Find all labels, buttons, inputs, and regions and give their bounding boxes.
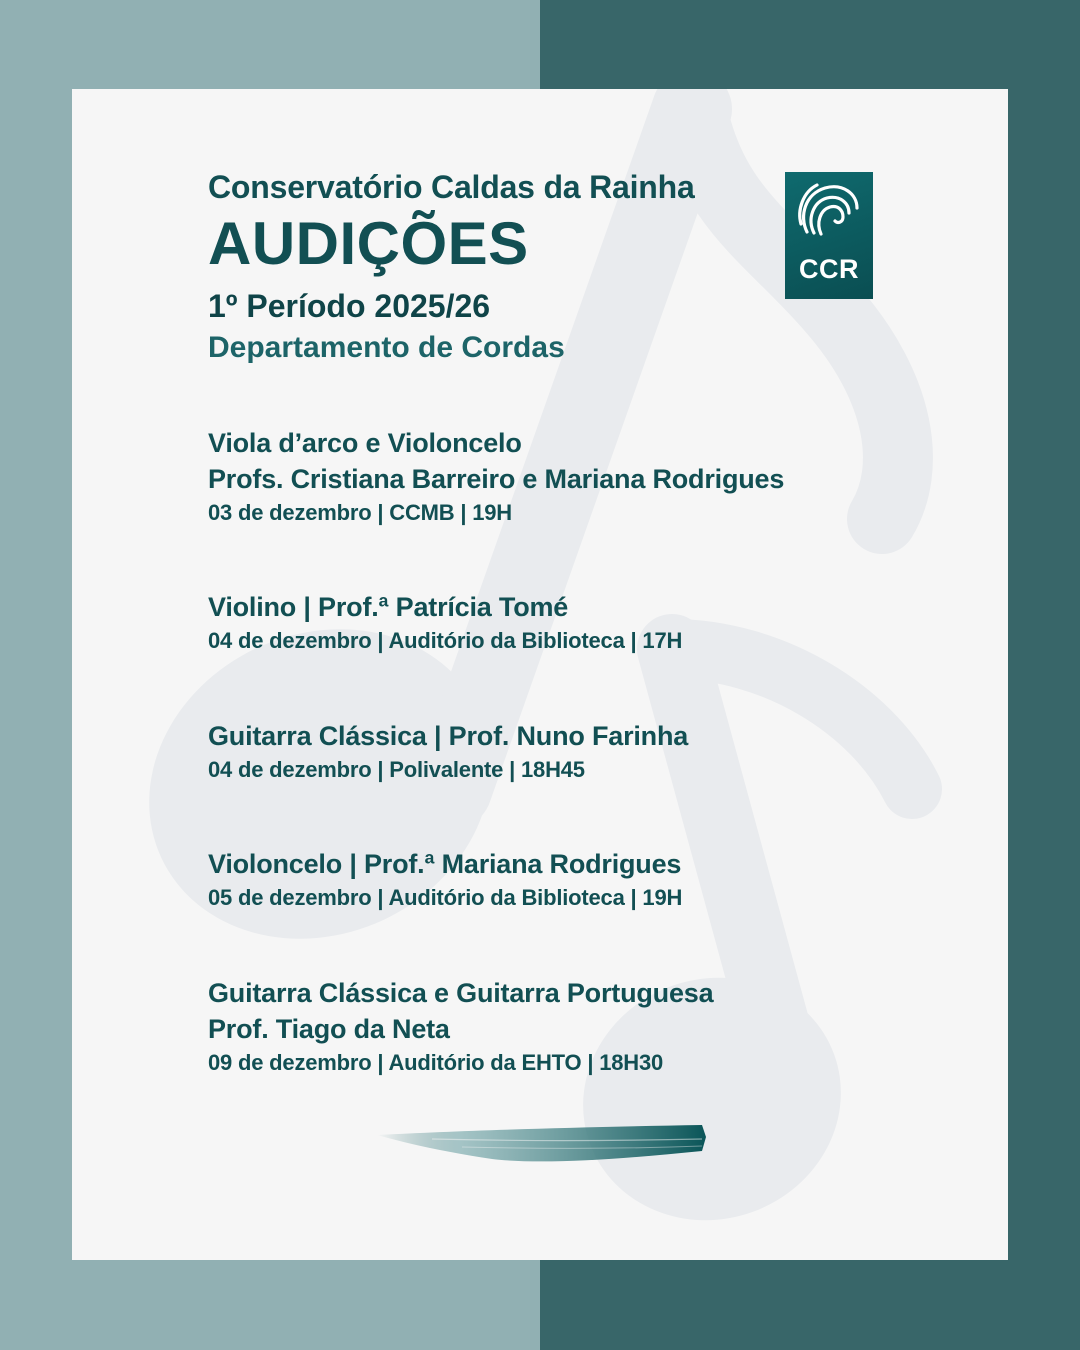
event-teachers: Profs. Cristiana Barreiro e Mariana Rodrigues [208,464,785,494]
poster-card [72,89,1008,1260]
event-details: 04 de dezembro | Polivalente | 18H45 [208,757,585,782]
department-label: Departamento de Cordas [208,331,565,364]
wave-icon [785,172,873,252]
event-title: Violoncelo | Prof.ª Mariana Rodrigues [208,849,682,879]
event-item [208,975,908,1079]
event-item [208,718,908,786]
event-details: 03 de dezembro | CCMB | 19H [208,500,512,525]
school-name: Conservatório Caldas da Rainha [208,169,695,205]
event-details: 04 de dezembro | Auditório da Biblioteca | 17H [208,628,683,653]
ccr-logo [785,172,873,299]
event-title: Viola d’arco e Violoncelo [208,428,522,458]
event-details: 05 de dezembro | Auditório da Biblioteca | 19H [208,885,683,910]
brush-stroke-decoration [372,1119,712,1179]
event-item [208,589,908,657]
event-title: Violino | Prof.ª Patrícia Tomé [208,592,569,622]
event-details: 09 de dezembro | Auditório da EHTO | 18H30 [208,1050,664,1075]
poster-content [208,167,785,1075]
logo-text: CCR [799,254,859,284]
event-item [208,425,908,529]
period-label: 1º Período 2025/26 [208,288,491,324]
event-item [208,846,908,914]
event-teachers: Prof. Tiago da Neta [208,1014,450,1044]
event-title: Guitarra Clássica | Prof. Nuno Farinha [208,721,689,751]
page-title: AUDIÇÕES [208,210,529,277]
event-title: Guitarra Clássica e Guitarra Portuguesa [208,978,714,1008]
